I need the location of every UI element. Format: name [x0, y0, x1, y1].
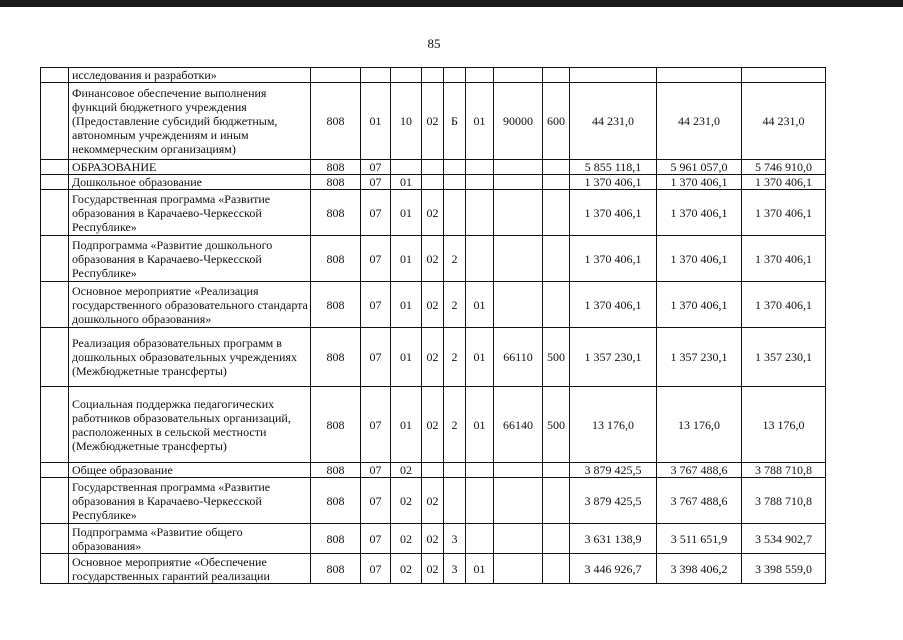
amount-year-3-cell: 1 370 406,1 [742, 282, 826, 328]
amount-year-2-cell: 1 370 406,1 [657, 175, 742, 190]
direction-code-cell [494, 160, 543, 175]
row-index-cell [41, 83, 69, 160]
subsection-code-cell: 01 [391, 328, 422, 387]
event-code-cell: 01 [466, 387, 494, 463]
amount-year-1-cell: 1 370 406,1 [570, 190, 657, 236]
amount-year-2-cell: 5 961 057,0 [657, 160, 742, 175]
section-code-cell: 07 [361, 463, 391, 478]
row-index-cell [41, 68, 69, 83]
table-row [41, 463, 826, 478]
row-name-cell: Подпрограмма «Развитие дошкольного образования в Карачаево-Черкесской Республике» [69, 236, 311, 282]
row-index-cell [41, 554, 69, 584]
subprogram-code-cell [444, 463, 466, 478]
subprogram-code-cell [444, 478, 466, 524]
amount-year-3-cell [742, 68, 826, 83]
subprogram-code-cell [444, 175, 466, 190]
amount-year-1-cell: 3 879 425,5 [570, 463, 657, 478]
expense-type-code-cell [543, 524, 570, 554]
event-code-cell [466, 68, 494, 83]
program-code-cell [422, 175, 444, 190]
gr-code-cell: 808 [311, 282, 361, 328]
amount-year-1-cell: 44 231,0 [570, 83, 657, 160]
subprogram-code-cell: 2 [444, 282, 466, 328]
subsection-code-cell: 02 [391, 463, 422, 478]
subprogram-code-cell: 2 [444, 328, 466, 387]
expense-type-code-cell [543, 175, 570, 190]
program-code-cell: 02 [422, 554, 444, 584]
table-row [41, 387, 826, 463]
subprogram-code-cell: Б [444, 83, 466, 160]
program-code-cell: 02 [422, 190, 444, 236]
program-code-cell [422, 160, 444, 175]
expense-type-code-cell: 600 [543, 83, 570, 160]
row-index-cell [41, 160, 69, 175]
row-name-cell: Основное мероприятие «Обеспечение государственных гарантий реализации [69, 554, 311, 584]
gr-code-cell: 808 [311, 175, 361, 190]
subsection-code-cell: 01 [391, 236, 422, 282]
row-name-cell: Финансовое обеспечение выполнения функций бюджетного учреждения (Предоставление субсидий бюджетным, автономным учреждениям и иным некоммерческим организациям) [69, 83, 311, 160]
expense-type-code-cell [543, 554, 570, 584]
event-code-cell [466, 524, 494, 554]
gr-code-cell: 808 [311, 236, 361, 282]
row-name-cell: Общее образование [69, 463, 311, 478]
gr-code-cell: 808 [311, 554, 361, 584]
gr-code-cell: 808 [311, 190, 361, 236]
amount-year-2-cell: 3 767 488,6 [657, 463, 742, 478]
section-code-cell: 07 [361, 282, 391, 328]
row-name-cell: Основное мероприятие «Реализация государственного образовательного стандарта дошкольного образования» [69, 282, 311, 328]
row-index-cell [41, 236, 69, 282]
table-row [41, 175, 826, 190]
event-code-cell: 01 [466, 282, 494, 328]
page-number: 85 [427, 36, 441, 51]
event-code-cell [466, 190, 494, 236]
expense-type-code-cell: 500 [543, 328, 570, 387]
section-code-cell: 07 [361, 478, 391, 524]
section-code-cell: 07 [361, 328, 391, 387]
program-code-cell [422, 68, 444, 83]
event-code-cell [466, 160, 494, 175]
table-row [41, 554, 826, 584]
amount-year-3-cell: 5 746 910,0 [742, 160, 826, 175]
amount-year-2-cell: 3 767 488,6 [657, 478, 742, 524]
program-code-cell: 02 [422, 478, 444, 524]
subprogram-code-cell [444, 190, 466, 236]
table-row [41, 68, 826, 83]
section-code-cell: 07 [361, 190, 391, 236]
row-name-cell: Государственная программа «Развитие образования в Карачаево-Черкесской Республике» [69, 478, 311, 524]
direction-code-cell [494, 282, 543, 328]
amount-year-3-cell: 44 231,0 [742, 83, 826, 160]
program-code-cell: 02 [422, 387, 444, 463]
amount-year-1-cell: 13 176,0 [570, 387, 657, 463]
amount-year-2-cell: 1 370 406,1 [657, 236, 742, 282]
gr-code-cell: 808 [311, 83, 361, 160]
row-index-cell [41, 524, 69, 554]
row-index-cell [41, 387, 69, 463]
direction-code-cell [494, 463, 543, 478]
direction-code-cell [494, 190, 543, 236]
section-code-cell: 07 [361, 160, 391, 175]
gr-code-cell [311, 68, 361, 83]
section-code-cell: 01 [361, 83, 391, 160]
section-code-cell: 07 [361, 524, 391, 554]
subsection-code-cell: 01 [391, 175, 422, 190]
row-index-cell [41, 478, 69, 524]
amount-year-2-cell: 1 357 230,1 [657, 328, 742, 387]
row-name-cell: Дошкольное образование [69, 175, 311, 190]
row-index-cell [41, 282, 69, 328]
subsection-code-cell: 01 [391, 387, 422, 463]
direction-code-cell [494, 554, 543, 584]
event-code-cell: 01 [466, 83, 494, 160]
section-code-cell: 07 [361, 236, 391, 282]
amount-year-2-cell [657, 68, 742, 83]
expense-type-code-cell [543, 463, 570, 478]
amount-year-2-cell: 1 370 406,1 [657, 282, 742, 328]
amount-year-3-cell: 3 788 710,8 [742, 463, 826, 478]
table-row [41, 236, 826, 282]
gr-code-cell: 808 [311, 387, 361, 463]
amount-year-2-cell: 13 176,0 [657, 387, 742, 463]
amount-year-2-cell: 1 370 406,1 [657, 190, 742, 236]
row-name-cell: Реализация образовательных программ в дошкольных образовательных учреждениях (Межбюджетные трансферты) [69, 328, 311, 387]
amount-year-3-cell: 3 534 902,7 [742, 524, 826, 554]
direction-code-cell [494, 524, 543, 554]
amount-year-1-cell: 1 370 406,1 [570, 175, 657, 190]
table-row [41, 160, 826, 175]
event-code-cell [466, 478, 494, 524]
gr-code-cell: 808 [311, 160, 361, 175]
scan-top-border [0, 0, 903, 7]
direction-code-cell [494, 68, 543, 83]
program-code-cell: 02 [422, 328, 444, 387]
amount-year-3-cell: 3 788 710,8 [742, 478, 826, 524]
subprogram-code-cell [444, 160, 466, 175]
expense-type-code-cell [543, 282, 570, 328]
expense-type-code-cell: 500 [543, 387, 570, 463]
row-name-cell: ОБРАЗОВАНИЕ [69, 160, 311, 175]
gr-code-cell: 808 [311, 328, 361, 387]
gr-code-cell: 808 [311, 478, 361, 524]
table-row [41, 328, 826, 387]
amount-year-1-cell: 1 357 230,1 [570, 328, 657, 387]
subsection-code-cell [391, 68, 422, 83]
row-index-cell [41, 463, 69, 478]
event-code-cell [466, 175, 494, 190]
amount-year-1-cell: 1 370 406,1 [570, 282, 657, 328]
expense-type-code-cell [543, 68, 570, 83]
program-code-cell: 02 [422, 83, 444, 160]
section-code-cell: 07 [361, 175, 391, 190]
amount-year-1-cell: 3 446 926,7 [570, 554, 657, 584]
amount-year-1-cell: 5 855 118,1 [570, 160, 657, 175]
event-code-cell [466, 236, 494, 282]
direction-code-cell [494, 175, 543, 190]
table-body [41, 68, 826, 584]
subprogram-code-cell: 2 [444, 236, 466, 282]
table-row [41, 190, 826, 236]
subsection-code-cell [391, 160, 422, 175]
section-code-cell: 07 [361, 554, 391, 584]
budget-table [40, 67, 826, 584]
subprogram-code-cell: 3 [444, 524, 466, 554]
section-code-cell [361, 68, 391, 83]
expense-type-code-cell [543, 160, 570, 175]
event-code-cell: 01 [466, 554, 494, 584]
amount-year-2-cell: 3 398 406,2 [657, 554, 742, 584]
amount-year-3-cell: 13 176,0 [742, 387, 826, 463]
program-code-cell: 02 [422, 236, 444, 282]
row-name-cell: исследования и разработки» [69, 68, 311, 83]
row-index-cell [41, 175, 69, 190]
subprogram-code-cell: 2 [444, 387, 466, 463]
table-row [41, 282, 826, 328]
direction-code-cell: 90000 [494, 83, 543, 160]
amount-year-1-cell: 1 370 406,1 [570, 236, 657, 282]
subsection-code-cell: 01 [391, 282, 422, 328]
amount-year-3-cell: 3 398 559,0 [742, 554, 826, 584]
amount-year-1-cell: 3 879 425,5 [570, 478, 657, 524]
row-index-cell [41, 190, 69, 236]
subprogram-code-cell [444, 68, 466, 83]
program-code-cell: 02 [422, 282, 444, 328]
direction-code-cell [494, 478, 543, 524]
direction-code-cell [494, 236, 543, 282]
program-code-cell: 02 [422, 524, 444, 554]
subsection-code-cell: 02 [391, 478, 422, 524]
row-name-cell: Подпрограмма «Развитие общего образования» [69, 524, 311, 554]
table-row [41, 524, 826, 554]
amount-year-3-cell: 1 370 406,1 [742, 190, 826, 236]
table-row [41, 478, 826, 524]
amount-year-3-cell: 1 357 230,1 [742, 328, 826, 387]
event-code-cell [466, 463, 494, 478]
expense-type-code-cell [543, 190, 570, 236]
gr-code-cell: 808 [311, 524, 361, 554]
row-name-cell: Государственная программа «Развитие образования в Карачаево-Черкесской Республике» [69, 190, 311, 236]
direction-code-cell: 66110 [494, 328, 543, 387]
gr-code-cell: 808 [311, 463, 361, 478]
section-code-cell: 07 [361, 387, 391, 463]
program-code-cell [422, 463, 444, 478]
subsection-code-cell: 02 [391, 554, 422, 584]
subprogram-code-cell: 3 [444, 554, 466, 584]
row-index-cell [41, 328, 69, 387]
subsection-code-cell: 10 [391, 83, 422, 160]
amount-year-2-cell: 44 231,0 [657, 83, 742, 160]
expense-type-code-cell [543, 236, 570, 282]
row-name-cell: Социальная поддержка педагогических работников образовательных организаций, расположенных в сельской местности (Межбюджетные трансферты) [69, 387, 311, 463]
direction-code-cell: 66140 [494, 387, 543, 463]
expense-type-code-cell [543, 478, 570, 524]
subsection-code-cell: 01 [391, 190, 422, 236]
amount-year-1-cell [570, 68, 657, 83]
table-row [41, 83, 826, 160]
event-code-cell: 01 [466, 328, 494, 387]
subsection-code-cell: 02 [391, 524, 422, 554]
amount-year-3-cell: 1 370 406,1 [742, 236, 826, 282]
amount-year-3-cell: 1 370 406,1 [742, 175, 826, 190]
amount-year-2-cell: 3 511 651,9 [657, 524, 742, 554]
amount-year-1-cell: 3 631 138,9 [570, 524, 657, 554]
